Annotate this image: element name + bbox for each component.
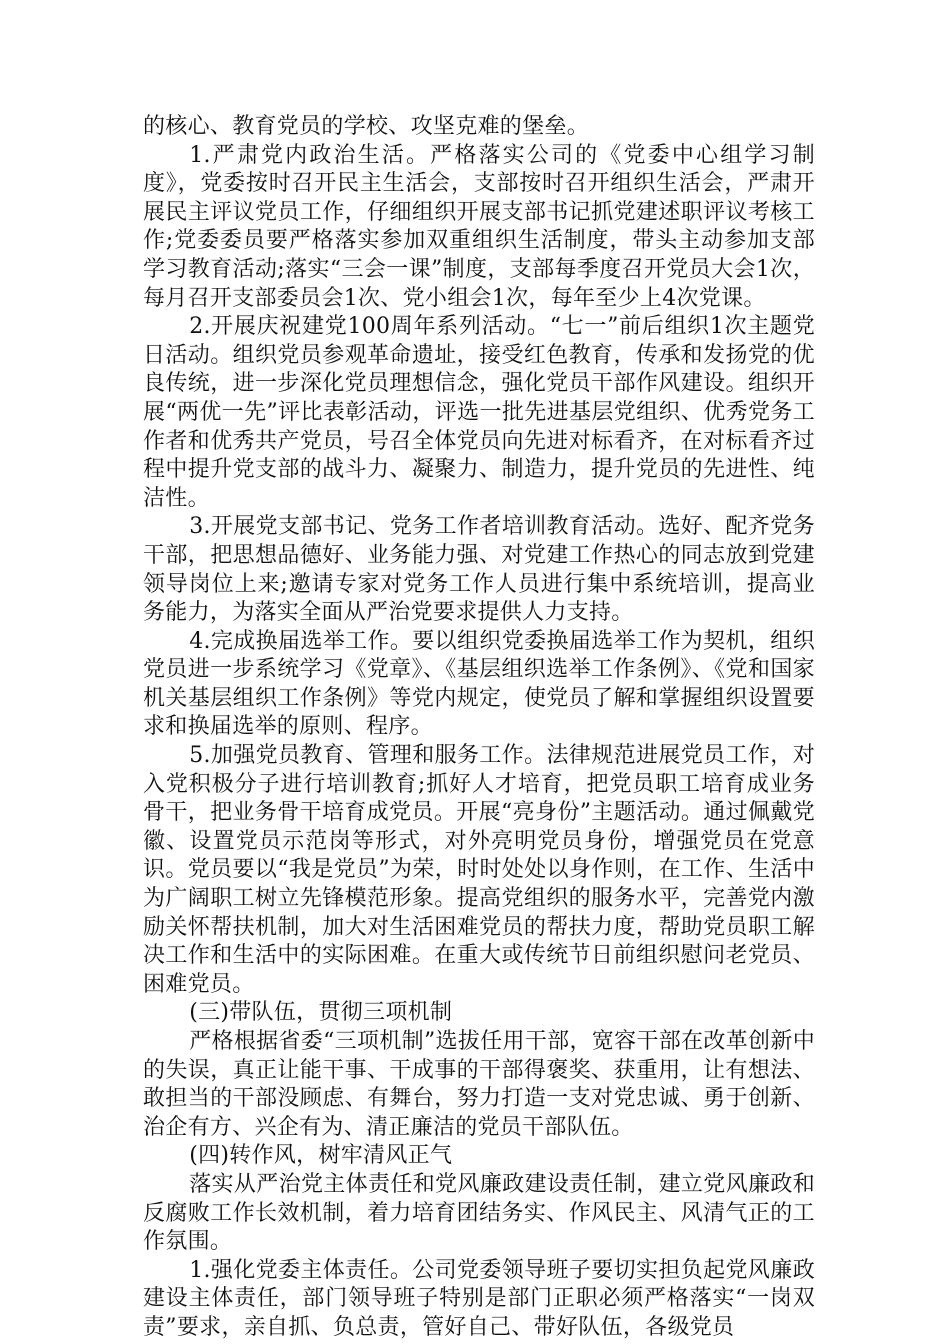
- paragraph-item-5: 5.加强党员教育、管理和服务工作。法律规范进展党员工作，对入党积极分子进行培训教育;抓好人才培育，把党员职工培育成业务骨干，把业务骨干培育成党员。开展“亮身份”主题活动。通过佩戴党徽、设置党员示范岗等形式，对外亮明党员身份，增强党员在党意识。党员要以“我是党员”为荣，时时处处以身作则，在工作、生活中为广阔职工树立先锋模范形象。提高党组织的服务水平，完善党内激励关怀帮扶机制，加大对生活困难党员的帮扶力度，帮助党员职工解决工作和生活中的实际困难。在重大或传统节日前组织慰问老党员、困难党员。: [143, 743, 815, 997]
- paragraph-item-4: 4.完成换届选举工作。要以组织党委换届选举工作为契机，组织党员进一步系统学习《党章》、《基层组织选举工作条例》、《党和国家机关基层组织工作条例》等党内规定，使党员了解和掌握组织设置要求和换届选举的原则、程序。: [143, 628, 815, 740]
- paragraph-section-4-body: 落实从严治党主体责任和党风廉政建设责任制，建立党风廉政和反腐败工作长效机制，着力培育团结务实、作风民主、风清气正的工作氛围。: [143, 1171, 815, 1255]
- section-heading-3: (三)带队伍，贯彻三项机制: [189, 1000, 453, 1026]
- paragraph-item-1: 1.严肃党内政治生活。严格落实公司的《党委中心组学习制度》，党委按时召开民主生活会，支部按时召开组织生活会，严肃开展民主评议党员工作，仔细组织开展支部书记抓党建述职评议考核工作;党委委员要严格落实参加双重组织生活制度，带头主动参加支部学习教育活动;落实“三会一课”制度，支部每季度召开党员大会1次，每月召开支部委员会1次、党小组会1次，每年至少上4次党课。: [143, 142, 815, 311]
- document-page: [143, 113, 815, 1343]
- paragraph-item-3: 3.开展党支部书记、党务工作者培训教育活动。选好、配齐党务干部，把思想品德好、业务能力强、对党建工作热心的同志放到党建领导岗位上来;邀请专家对党务工作人员进行集中系统培训，提高业务能力，为落实全面从严治党要求提供人力支持。: [143, 514, 815, 626]
- paragraph-continuation: 的核心、教育党员的学校、攻坚克难的堡垒。: [143, 114, 590, 139]
- paragraph-item-2: 2.开展庆祝建党100周年系列活动。“七一”前后组织1次主题党日活动。组织党员参观革命遗址，接受红色教育，传承和发扬党的优良传统，进一步深化党员理想信念，强化党员干部作风建设。组织开展“两优一先”评比表彰活动，评选一批先进基层党组织、优秀党务工作者和优秀共产党员，号召全体党员向先进对标看齐，在对标看齐过程中提升党支部的战斗力、凝聚力、制造力，提升党员的先进性、纯洁性。: [143, 314, 815, 511]
- paragraph-section-4-item-1: 1.强化党委主体责任。公司党委领导班子要切实担负起党风廉政建设主体责任，部门领导班子特别是部门正职必须严格落实“一岗双责”要求，亲自抓、负总责，管好自己、带好队伍，各级党员: [143, 1257, 815, 1340]
- paragraph-section-3-body: 严格根据省委“三项机制”选拔任用干部，宽容干部在改革创新中的失误，真正让能干事、干成事的干部得褒奖、获重用，让有想法、敢担当的干部没顾虑、有舞台，努力打造一支对党忠诚、勇于创新、治企有方、兴企有为、清正廉洁的党员干部队伍。: [143, 1029, 815, 1140]
- section-heading-4: (四)转作风，树牢清风正气: [189, 1143, 453, 1169]
